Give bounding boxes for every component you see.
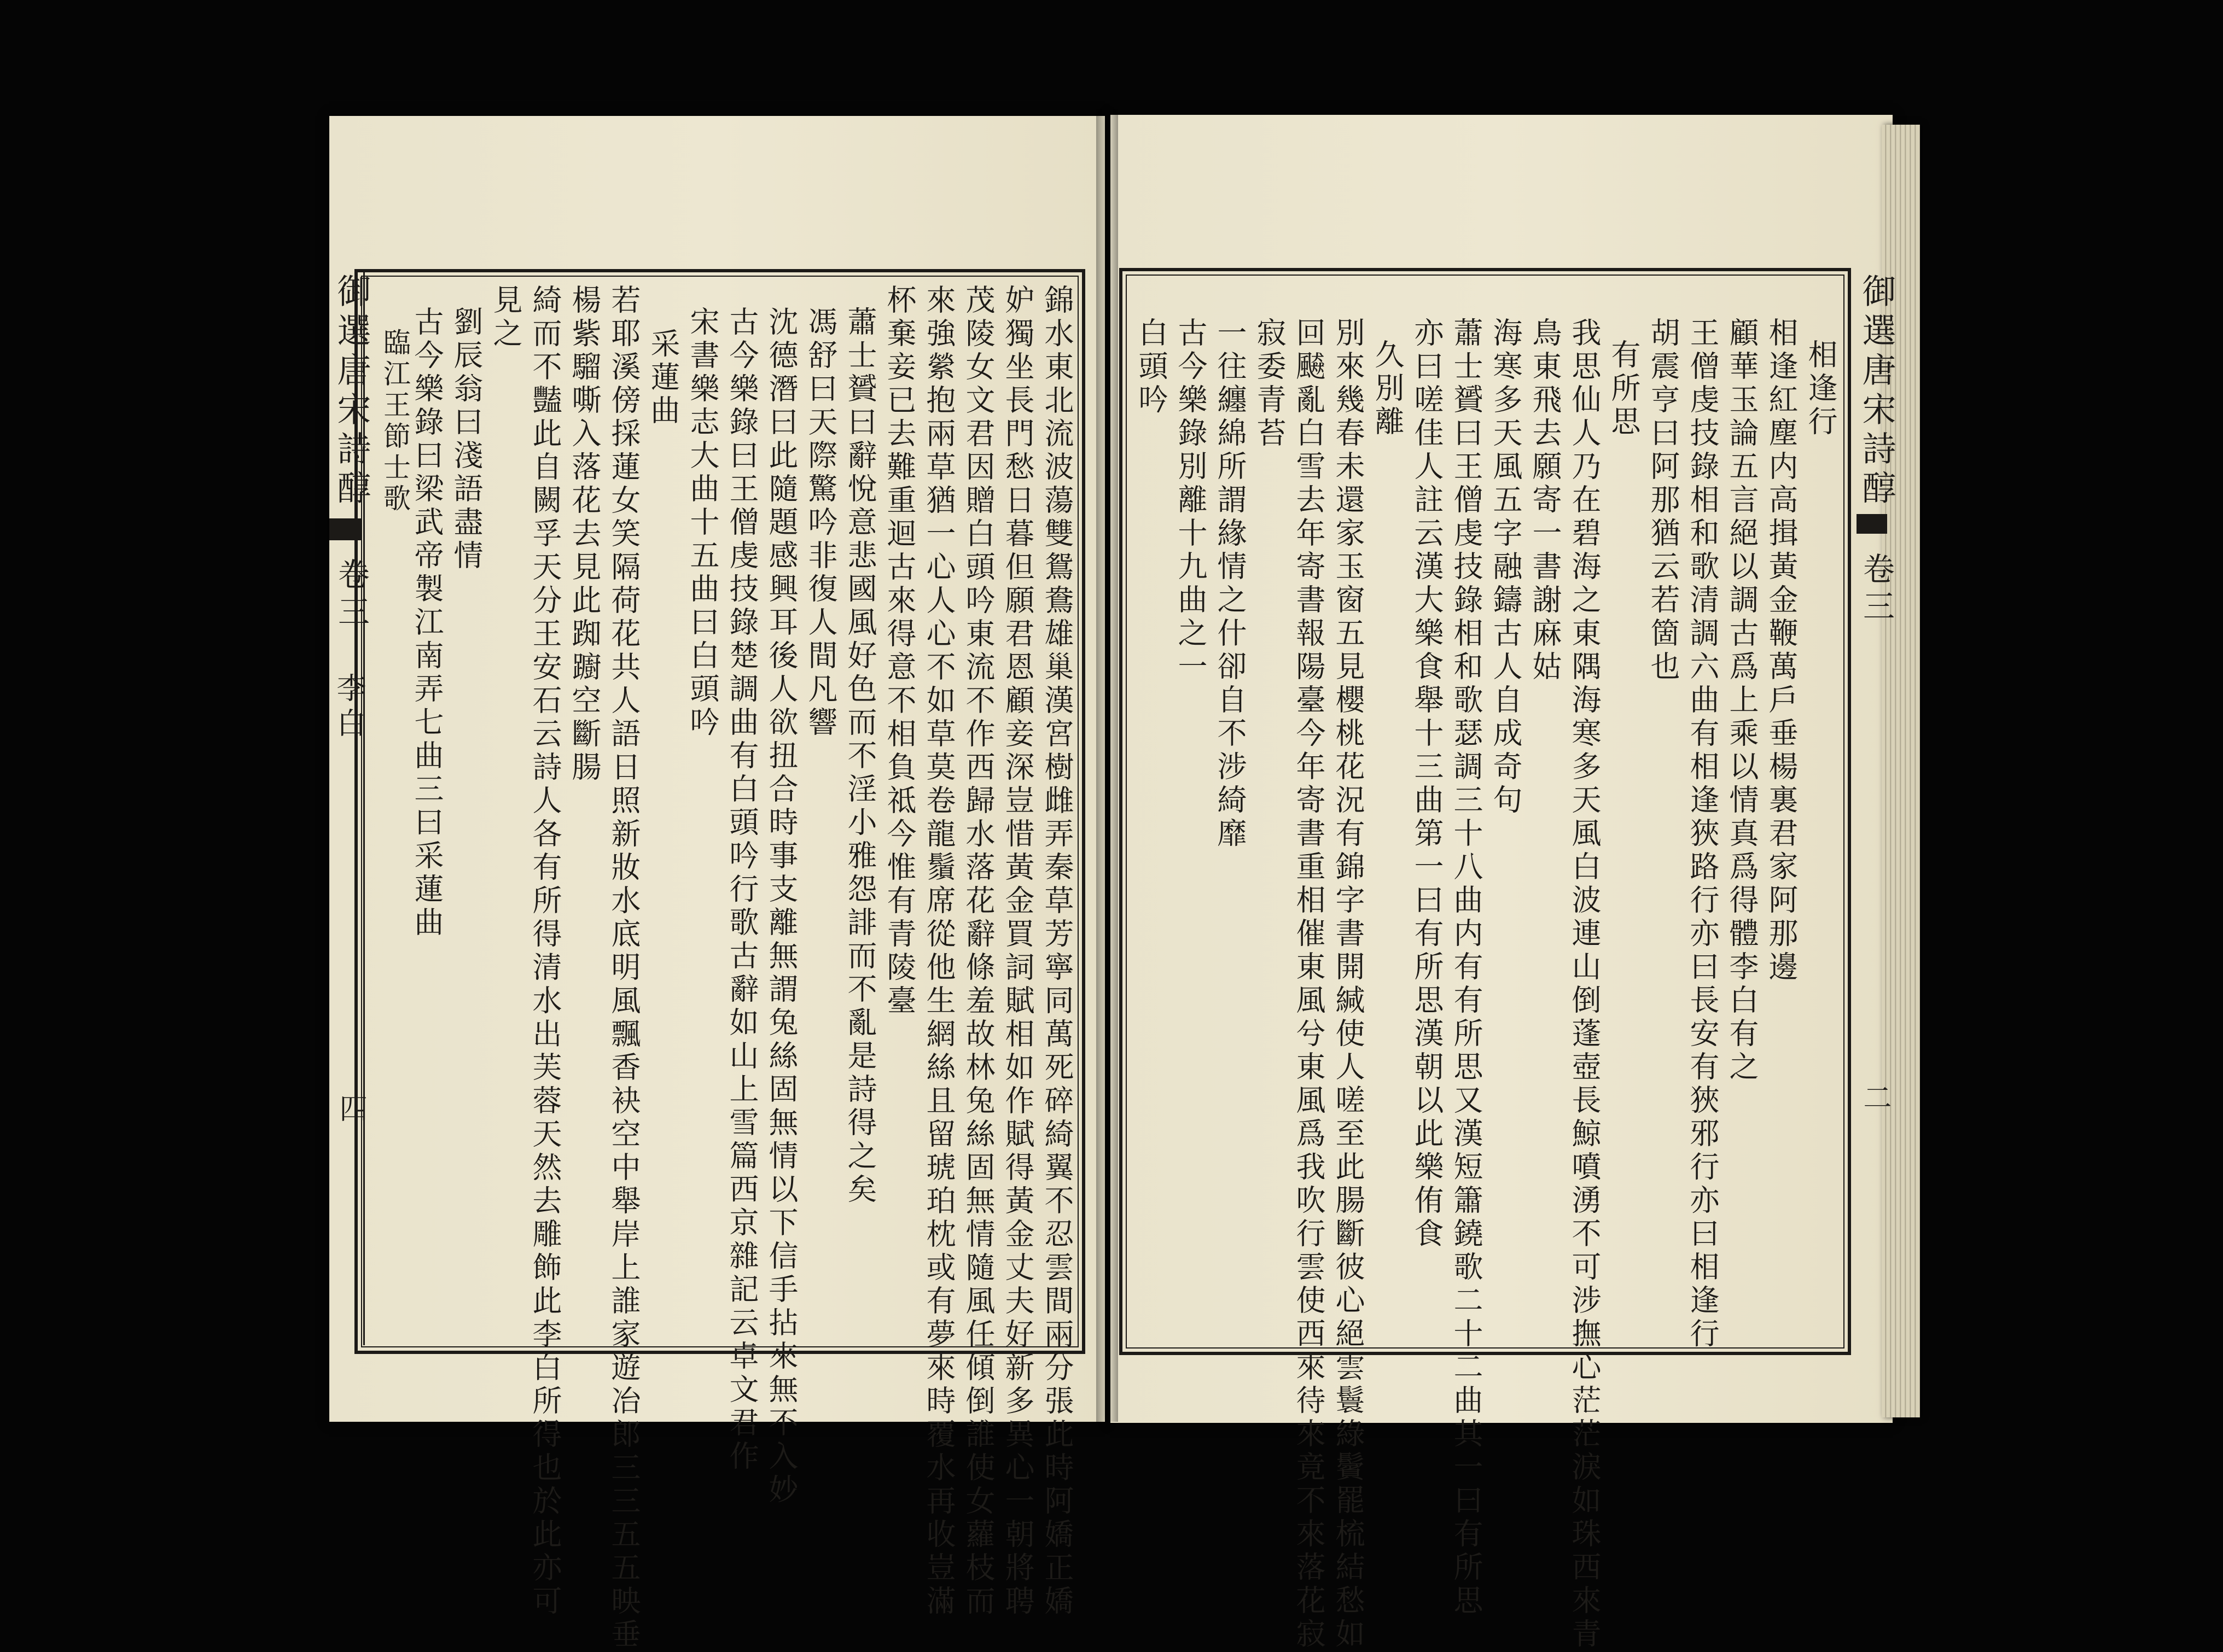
text-column: 來強縈抱兩草猶一心人心不如草莫卷龍鬚席從他生網絲且留琥珀枕或有夢來時覆水再收豈滿 [922, 284, 956, 1619]
text-column: 一往纏綿所謂緣情之什卻自不涉綺靡 [1213, 317, 1247, 851]
text-column: 蕭士贇曰王僧虔技錄相和歌瑟調三十八曲内有有所思又漢短簫鐃歌二十二曲其一曰有所思 [1449, 317, 1483, 1618]
text-column: 楊紫騮嘶入落花去見此踟躕空斷腸 [567, 284, 602, 785]
text-column: 胡震亨曰阿那猶云若箇也 [1646, 317, 1680, 684]
right-folio-number: 二 [1858, 1083, 1891, 1111]
text-column: 錦水東北流波蕩雙鴛鴦雄巢漢宮樹雌弄秦草芳寧同萬死碎綺翼不忍雲間兩分張此時阿嬌正嬌 [1040, 284, 1074, 1619]
text-column: 見之 [488, 284, 523, 351]
book-gutter [1096, 109, 1118, 1422]
left-fish-tail-mark [329, 518, 361, 540]
text-column: 妒獨坐長門愁日暮但願君恩顧妾深豈惜黃金買詞賦相如作賦得黃金丈夫好新多異心一朝將聘 [1000, 284, 1035, 1619]
text-column: 臨江王節士歌 [379, 328, 411, 515]
text-column: 古今樂錄別離十九曲之一 [1173, 317, 1208, 684]
text-column: 若耶溪傍採蓮女笑隔荷花共人語日照新妝水底明風飄香袂空中舉岸上誰家遊冶郎三三五五映垂 [607, 284, 641, 1652]
text-column: 有所思 [1607, 339, 1641, 439]
left-author-label: 李白 [332, 673, 366, 743]
left-volume-label: 卷三 [333, 558, 370, 632]
text-column: 寂委青苔 [1252, 317, 1287, 451]
text-column: 蕭士贇曰辭悅意悲國風好色而不淫小雅怨誹而不亂是詩得之矣 [843, 306, 877, 1207]
text-column: 亦曰嗟佳人註云漢大樂食舉十三曲第一曰有所思漢朝以此樂侑食 [1410, 317, 1444, 1251]
text-column: 綺而不豔此自闕孚天分王安石云詩人各有所得清水出芙蓉天然去雕飾此李白所得也於此亦可 [528, 284, 562, 1619]
right-margin-rule [1849, 271, 1850, 1345]
left-folio-number: 四 [334, 1094, 367, 1122]
text-column: 相逢行 [1803, 339, 1838, 439]
right-banner-title: 御選唐宋詩醇 [1857, 273, 1896, 510]
text-column: 白頭吟 [1134, 317, 1168, 417]
right-fish-tail-mark [1857, 514, 1887, 534]
text-column: 茂陵女文君因贈白頭吟東流不作西歸水落花辭條羞故林兔絲固無情隨風任傾倒誰使女蘿枝而 [961, 284, 996, 1619]
text-column: 宋書樂志大曲十五曲曰白頭吟 [685, 306, 720, 740]
text-column: 古今樂錄曰梁武帝製江南弄七曲三曰采蓮曲 [410, 306, 444, 940]
text-column: 劉辰翁曰淺語盡情 [449, 306, 484, 573]
text-column: 古今樂錄曰王僧虔技錄楚調曲有白頭吟行歌古辭如山上雪篇西京雜記云卓文君作 [725, 306, 759, 1474]
text-column: 沈德潛曰此隨題感興耳後人欲扭合時事支離無謂兔絲固無情以下信手拈來無不入妙 [764, 306, 799, 1507]
text-column: 海寒多天風五字融鑄古人自成奇句 [1488, 317, 1523, 818]
text-column: 回飇亂白雪去年寄書報陽臺今年寄書重相催東風兮東風爲我吹行雲使西來待來竟不來落花寂 [1291, 317, 1326, 1651]
text-column: 采蓮曲 [646, 328, 680, 428]
text-column: 鳥東飛去願寄一書謝麻姑 [1528, 317, 1562, 684]
text-column: 別來幾春未還家玉窗五見櫻桃花況有錦字書開緘使人嗟至此腸斷彼心絕雲鬟綠鬢罷梳結愁如 [1331, 317, 1365, 1651]
text-column: 我思仙人乃在碧海之東隅海寒多天風白波連山倒蓬壺長鯨噴湧不可涉撫心茫茫淚如珠西來青 [1567, 317, 1602, 1651]
text-column: 久別離 [1370, 339, 1405, 439]
text-column: 相逢紅塵内高揖黃金鞭萬戶垂楊裏君家阿那邊 [1764, 317, 1799, 984]
text-column: 杯棄妾已去難重迴古來得意不相負祗今惟有青陵臺 [882, 284, 917, 1018]
text-column: 馮舒曰天際驚吟非復人間凡響 [804, 306, 838, 740]
text-column: 王僧虔技錄相和歌清調六曲有相逢狹路行亦曰長安有狹邪行亦曰相逢行 [1685, 317, 1720, 1351]
text-column: 顧華玉論五言絕以調古爲上乘以情真爲得體李白有之 [1725, 317, 1759, 1084]
left-banner-title: 御選唐宋詩醇 [331, 273, 371, 510]
right-volume-label: 卷三 [1858, 552, 1895, 627]
